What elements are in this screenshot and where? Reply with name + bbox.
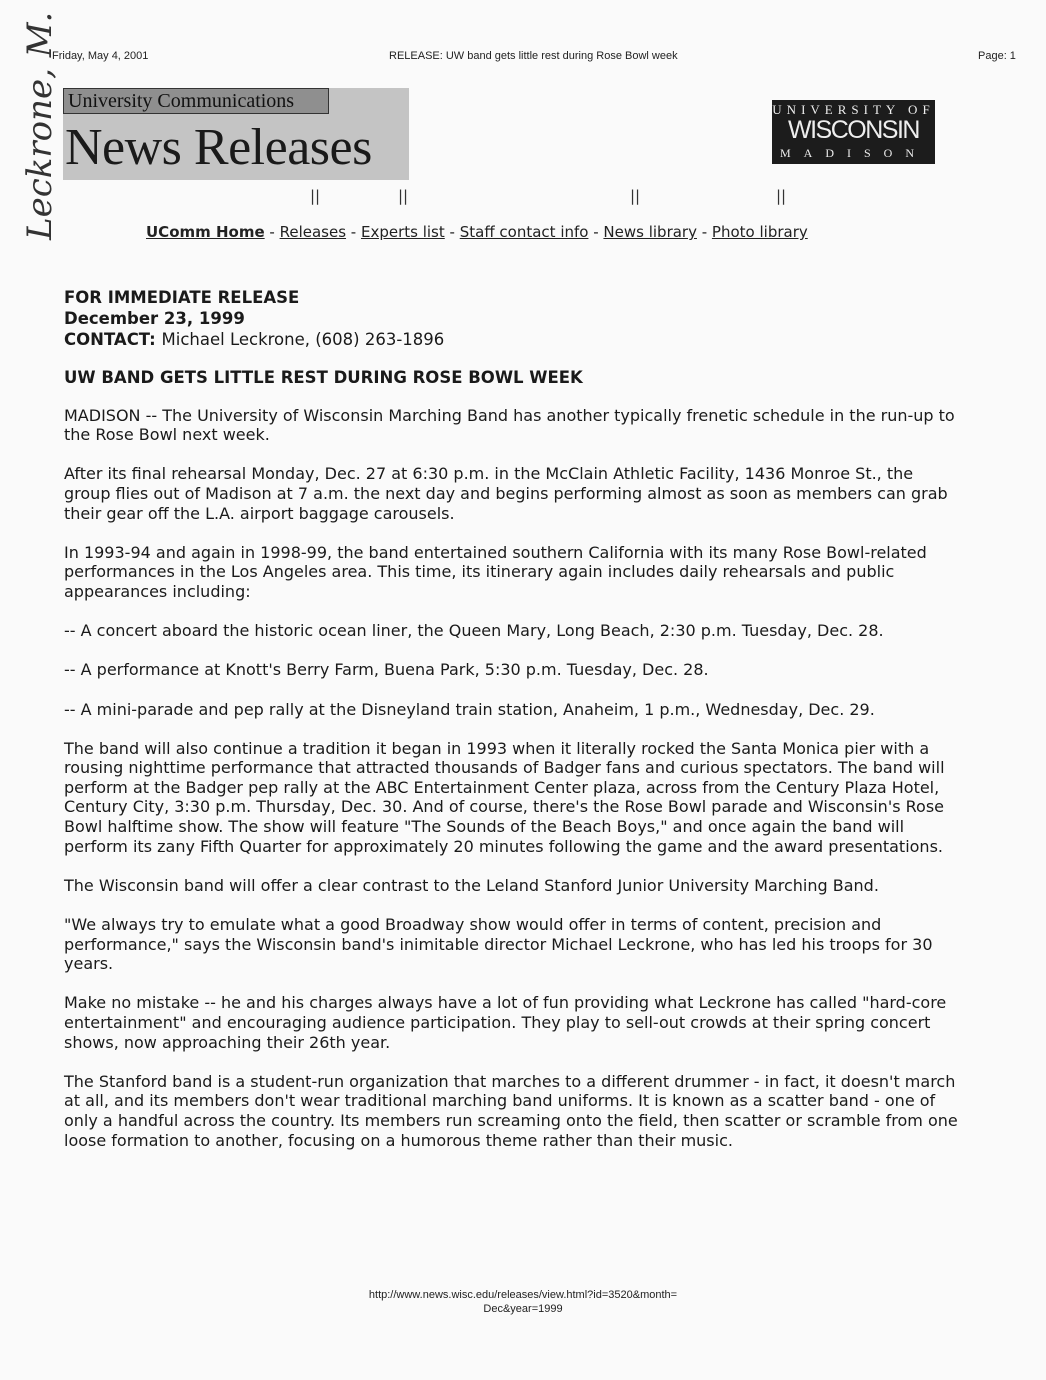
nav-divider: - (588, 223, 604, 241)
banner-main-label: News Releases (65, 119, 372, 176)
nav-link-releases[interactable]: Releases (279, 223, 347, 241)
paragraph: After its final rehearsal Monday, Dec. 27 at 6:30 p.m. in the McClain Athletic Facility, 1436 Monroe St., the group flies out of Madison at 7 a.m. the next day and begins performing almost as soon as members can grab their gear off the L.A. airport baggage carousels. (64, 464, 948, 523)
paragraph: -- A performance at Knott's Berry Farm, Buena Park, 5:30 p.m. Tuesday, Dec. 28. (64, 660, 709, 680)
nav-link-ucomm-home[interactable]: UComm Home (146, 223, 265, 241)
uw-logo-top: UNIVERSITY OF (772, 102, 935, 117)
paragraph: In 1993-94 and again in 1998-99, the band entertained southern California with its many Rose Bowl-related performances in the Los Angeles area. This time, its itinerary again includes daily rehearsals and public appearances including: (64, 542, 927, 601)
banner-top-label: University Communications (68, 90, 295, 112)
paragraph: The Wisconsin band will offer a clear contrast to the Leland Stanford Junior University Marching Band. (64, 875, 879, 895)
release-contact (64, 329, 964, 350)
banner-top-bar (63, 88, 329, 114)
nav-link-photo-library[interactable]: Photo library (711, 223, 808, 241)
paragraph: Make no mistake -- he and his charges always have a lot of fun providing what Leckrone has called "hard-core entertainment" and encouraging audience participation. They play to sell-out crowds at their spring concert shows, now approaching their 26th year. (64, 993, 947, 1052)
nav-divider: - (264, 223, 280, 241)
nav-link-news-library[interactable]: News library (603, 223, 697, 241)
uw-logo-middle: WISCONSIN (788, 116, 919, 144)
uw-logo-bottom: MADISON (779, 146, 927, 160)
news-releases-banner (63, 88, 409, 180)
paragraph: The Stanford band is a student-run organization that marches to a different drummer - in fact, it doesn't march at all, and its members don't wear traditional marching band uniforms. It is known as a scatter band - one of only a handful across the country. Its members run screaming onto the field, then scatter or scramble from one loose formation to another, focusing on a humorous theme rather than their music. (64, 1071, 958, 1150)
release-date: December 23, 1999 (64, 309, 245, 328)
print-title: RELEASE: UW band gets little rest during Rose Bowl week (389, 50, 678, 62)
release-status: FOR IMMEDIATE RELEASE (64, 288, 300, 307)
page-number: Page: 1 (978, 50, 1016, 62)
print-date: Friday, May 4, 2001 (52, 50, 149, 62)
release-headline: UW BAND GETS LITTLE REST DURING ROSE BOWL WEEK (64, 368, 583, 387)
paragraph: -- A concert aboard the historic ocean liner, the Queen Mary, Long Beach, 2:30 p.m. Tuesday, Dec. 28. (64, 621, 884, 641)
nav-separator: || (398, 187, 409, 205)
nav-divider: - (346, 223, 361, 241)
footer-url-line: Dec&year=1999 (483, 1303, 563, 1315)
paragraph: MADISON -- The University of Wisconsin Marching Band has another typically frenetic schedule in the run-up to the Rose Bowl next week. (64, 405, 955, 445)
nav-divider: - (696, 223, 712, 241)
handwritten-annotation: Leckrone, M. (20, 11, 60, 240)
paragraph: "We always try to emulate what a good Broadway show would offer in terms of content, precision and performance," says the Wisconsin band's inimitable director Michael Leckrone, who has led his troops for 30 years. (64, 915, 933, 974)
footer-url-line: http://www.news.wisc.edu/releases/view.html?id=3520&month= (368, 1289, 678, 1301)
nav-separator: || (310, 187, 321, 205)
contact-label: CONTACT: (64, 330, 156, 349)
nav-link-staff-contact[interactable]: Staff contact info (459, 223, 589, 241)
release-body (64, 287, 964, 1170)
nav-divider: - (444, 223, 460, 241)
paragraph: The band will also continue a tradition it began in 1993 when it literally rocked the Santa Monica pier with a rousing nighttime performance that attracted thousands of Badger fans and curious spectators. The band will perform at the Badger pep rally at the ABC Entertainment Center plaza, across from the Century Plaza Hotel, Century City, 3:30 p.m. Thursday, Dec. 30. And of course, there's the Rose Bowl parade and Wisconsin's Rose Bowl halftime show. The show will feature "The Sounds of the Beach Boys," and once again the band will perform its zany Fifth Quarter for approximately 20 minutes following the game and the award presentations. (64, 738, 945, 856)
uw-madison-logo (772, 100, 935, 164)
paragraph: -- A mini-parade and pep rally at the Disneyland train station, Anaheim, 1 p.m., Wednesday, Dec. 29. (64, 699, 875, 719)
site-nav (146, 223, 808, 241)
contact-value: Michael Leckrone, (608) 263-1896 (161, 330, 445, 349)
nav-link-experts-list[interactable]: Experts list (360, 223, 445, 241)
nav-separator: || (776, 187, 787, 205)
nav-separator: || (630, 187, 641, 205)
footer-url (0, 1288, 1046, 1316)
release-meta (64, 287, 964, 350)
